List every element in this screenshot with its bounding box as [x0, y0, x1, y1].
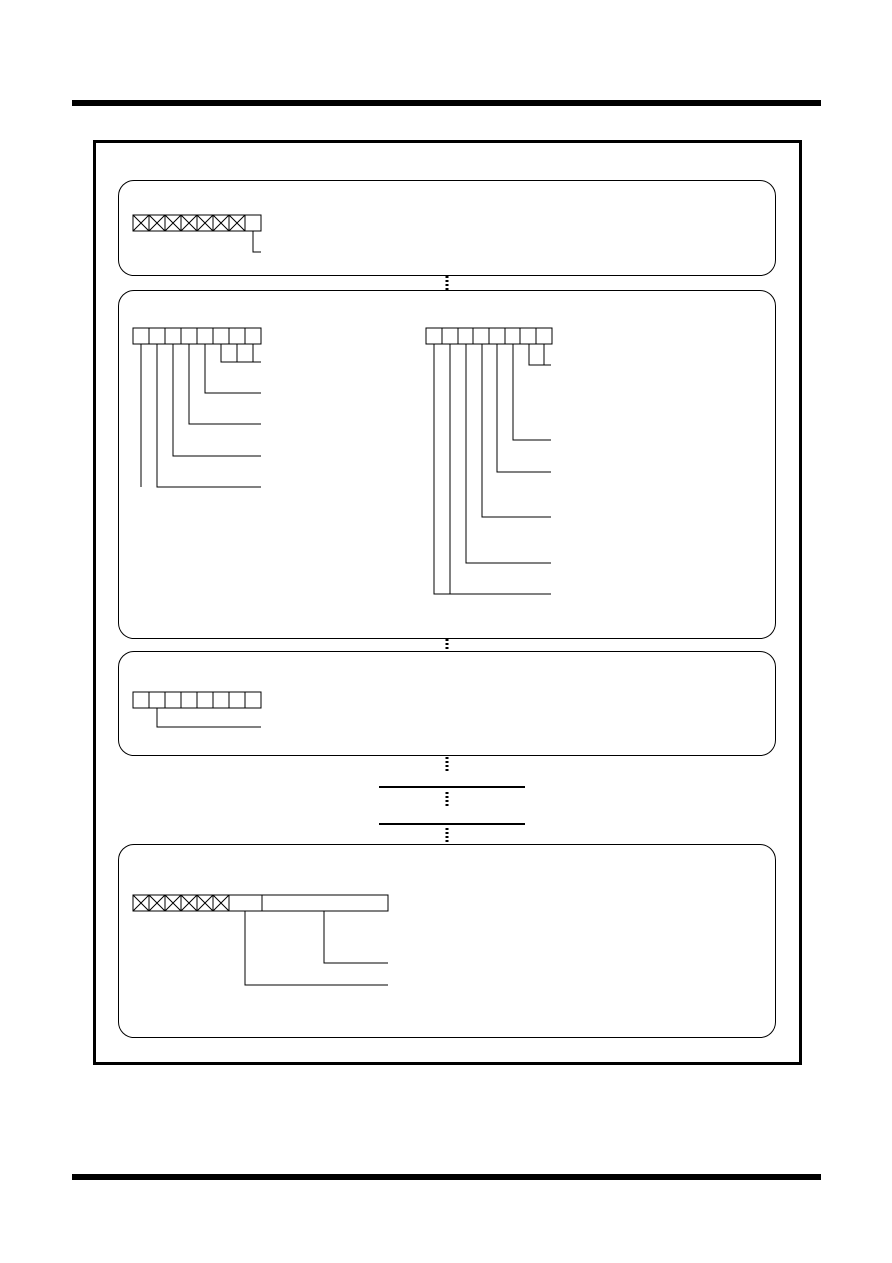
register-1-reserved-bits [133, 215, 245, 231]
register-3-leader [157, 708, 261, 727]
register-2a [133, 328, 261, 487]
register-4-leader-1 [324, 911, 388, 963]
register-1 [133, 215, 261, 252]
register-2b [426, 328, 552, 594]
register-4-box [133, 895, 388, 911]
register-2b-leader-3 [497, 344, 551, 472]
register-4-leader-2 [245, 911, 388, 985]
register-2a-leader-3 [189, 344, 261, 424]
register-2b-leader-4 [482, 344, 551, 517]
register-2a-leader-1 [221, 344, 261, 362]
register-2b-leader-5 [466, 344, 551, 563]
register-3 [133, 692, 261, 727]
register-2b-leader-2 [513, 344, 551, 440]
register-1-bit0-leader [253, 231, 261, 252]
register-4 [133, 895, 388, 985]
register-2a-leader-4 [173, 344, 261, 456]
register-2b-leader-6 [434, 344, 551, 594]
register-4-reserved-bits [133, 895, 262, 911]
register-2b-leader-1 [529, 344, 551, 365]
